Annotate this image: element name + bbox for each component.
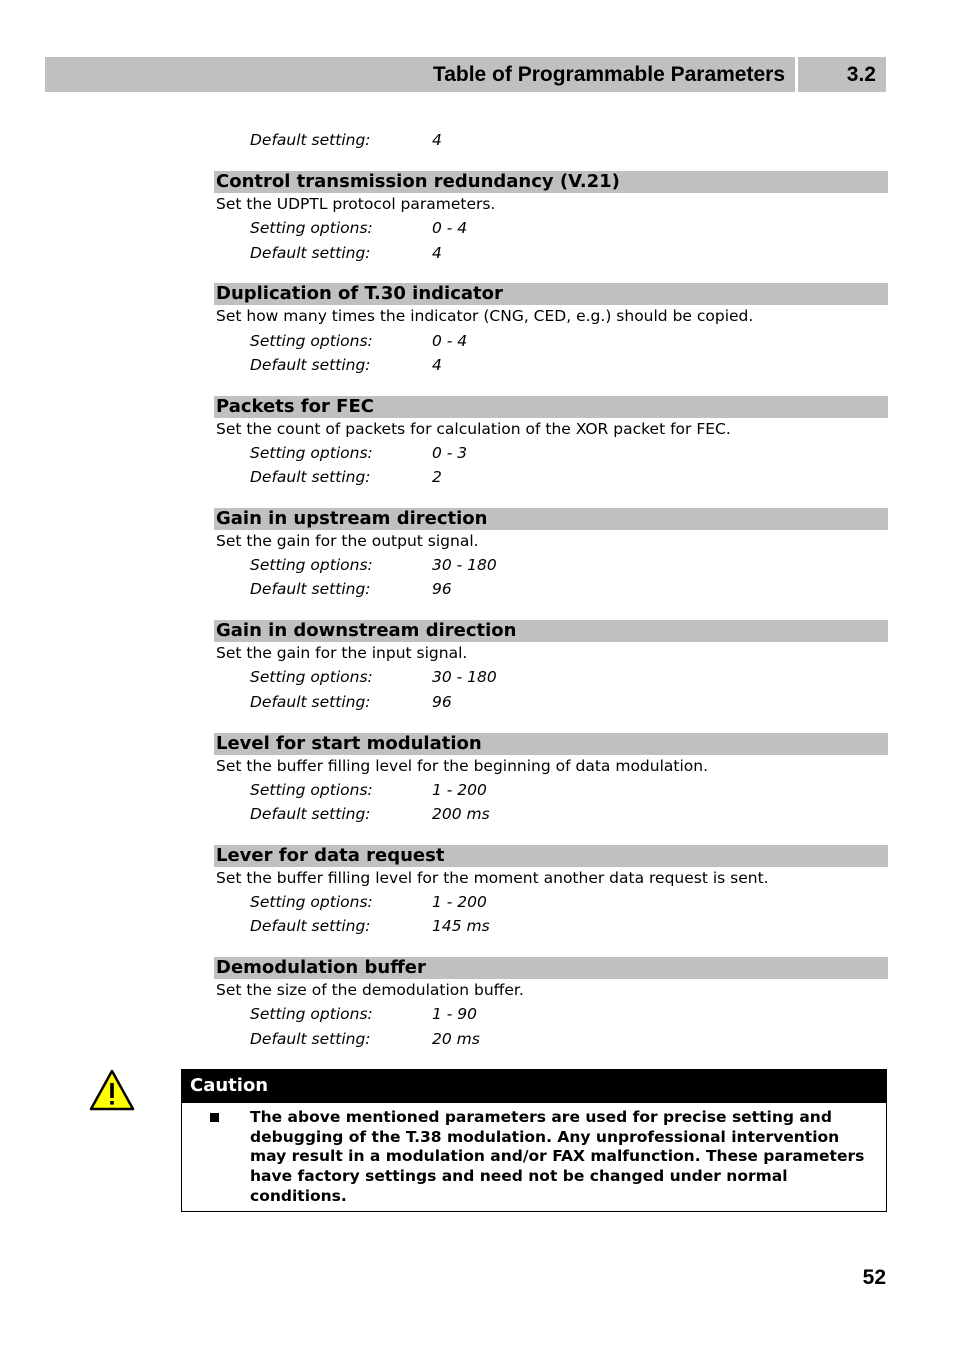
setting-options-value: 30 - 180	[432, 556, 497, 574]
section-description: Set the size of the demodulation buffer.	[216, 981, 524, 999]
setting-options-value: 0 - 4	[432, 219, 468, 237]
section-description: Set the gain for the input signal.	[216, 644, 468, 662]
caution-box	[181, 1069, 887, 1212]
default-setting-label: Default setting:	[250, 917, 371, 935]
section-title: Duplication of T.30 indicator	[214, 283, 888, 305]
setting-options-value: 30 - 180	[432, 668, 497, 686]
default-setting-label: Default setting:	[250, 693, 371, 711]
section-description: Set how many times the indicator (CNG, CED, e.g.) should be copied.	[216, 307, 754, 325]
default-setting-value: 145 ms	[432, 917, 490, 935]
default-setting-value: 4	[432, 131, 442, 149]
caution-text: The above mentioned parameters are used for precise setting and debugging of the T.38 modulation. Any unprofessional intervention may result in a modulation and/or FAX malfunction. These parameters have factory settings and need not be changed under normal conditions.	[250, 1108, 865, 1205]
default-setting-label: Default setting:	[250, 131, 371, 149]
setting-options-label: Setting options:	[250, 1005, 373, 1023]
bullet-square-icon	[210, 1113, 219, 1122]
setting-options-label: Setting options:	[250, 556, 373, 574]
section-description: Set the buffer filling level for the moment another data request is sent.	[216, 869, 769, 887]
section-number: 3.2	[846, 63, 876, 86]
page-header-bar	[45, 57, 795, 92]
default-setting-value: 96	[432, 693, 452, 711]
param-section-gain-downstream	[214, 620, 888, 663]
default-setting-value: 96	[432, 580, 452, 598]
warning-triangle-icon	[89, 1069, 135, 1111]
setting-options-value: 1 - 90	[432, 1005, 478, 1023]
section-description: Set the UDPTL protocol parameters.	[216, 195, 496, 213]
section-title: Lever for data request	[214, 845, 888, 867]
setting-options-label: Setting options:	[250, 332, 373, 350]
section-title: Control transmission redundancy (V.21)	[214, 171, 888, 193]
default-setting-label: Default setting:	[250, 244, 371, 262]
default-setting-value: 4	[432, 244, 442, 262]
section-title: Demodulation buffer	[214, 957, 888, 979]
default-setting-label: Default setting:	[250, 805, 371, 823]
setting-options-label: Setting options:	[250, 781, 373, 799]
section-number-bar	[798, 57, 886, 92]
default-setting-label: Default setting:	[250, 468, 371, 486]
param-section-gain-upstream	[214, 508, 888, 551]
default-setting-value: 20 ms	[432, 1030, 480, 1048]
section-title: Level for start modulation	[214, 733, 888, 755]
section-description: Set the gain for the output signal.	[216, 532, 479, 550]
default-setting-label: Default setting:	[250, 580, 371, 598]
page-header-title: Table of Programmable Parameters	[432, 63, 785, 86]
section-title: Gain in downstream direction	[214, 620, 888, 642]
param-section-lever-data-request	[214, 845, 888, 888]
default-setting-value: 2	[432, 468, 442, 486]
setting-options-label: Setting options:	[250, 893, 373, 911]
param-section-duplication-t30-indicator	[214, 283, 888, 326]
setting-options-label: Setting options:	[250, 219, 373, 237]
caution-title: Caution	[182, 1070, 886, 1103]
default-setting-value: 200 ms	[432, 805, 490, 823]
default-setting-label: Default setting:	[250, 356, 371, 374]
section-description: Set the count of packets for calculation of the XOR packet for FEC.	[216, 420, 731, 438]
param-section-packets-for-fec	[214, 396, 888, 439]
setting-options-label: Setting options:	[250, 668, 373, 686]
setting-options-value: 0 - 4	[432, 332, 468, 350]
setting-options-value: 1 - 200	[432, 893, 487, 911]
param-section-control-transmission-redundancy	[214, 171, 888, 214]
page-number: 52	[862, 1266, 886, 1289]
setting-options-value: 1 - 200	[432, 781, 487, 799]
section-description: Set the buffer filling level for the beginning of data modulation.	[216, 757, 709, 775]
default-setting-label: Default setting:	[250, 1030, 371, 1048]
default-setting-value: 4	[432, 356, 442, 374]
param-section-demodulation-buffer	[214, 957, 888, 1000]
param-section-level-start-modulation	[214, 733, 888, 776]
section-title: Packets for FEC	[214, 396, 888, 418]
section-title: Gain in upstream direction	[214, 508, 888, 530]
setting-options-value: 0 - 3	[432, 444, 468, 462]
setting-options-label: Setting options:	[250, 444, 373, 462]
